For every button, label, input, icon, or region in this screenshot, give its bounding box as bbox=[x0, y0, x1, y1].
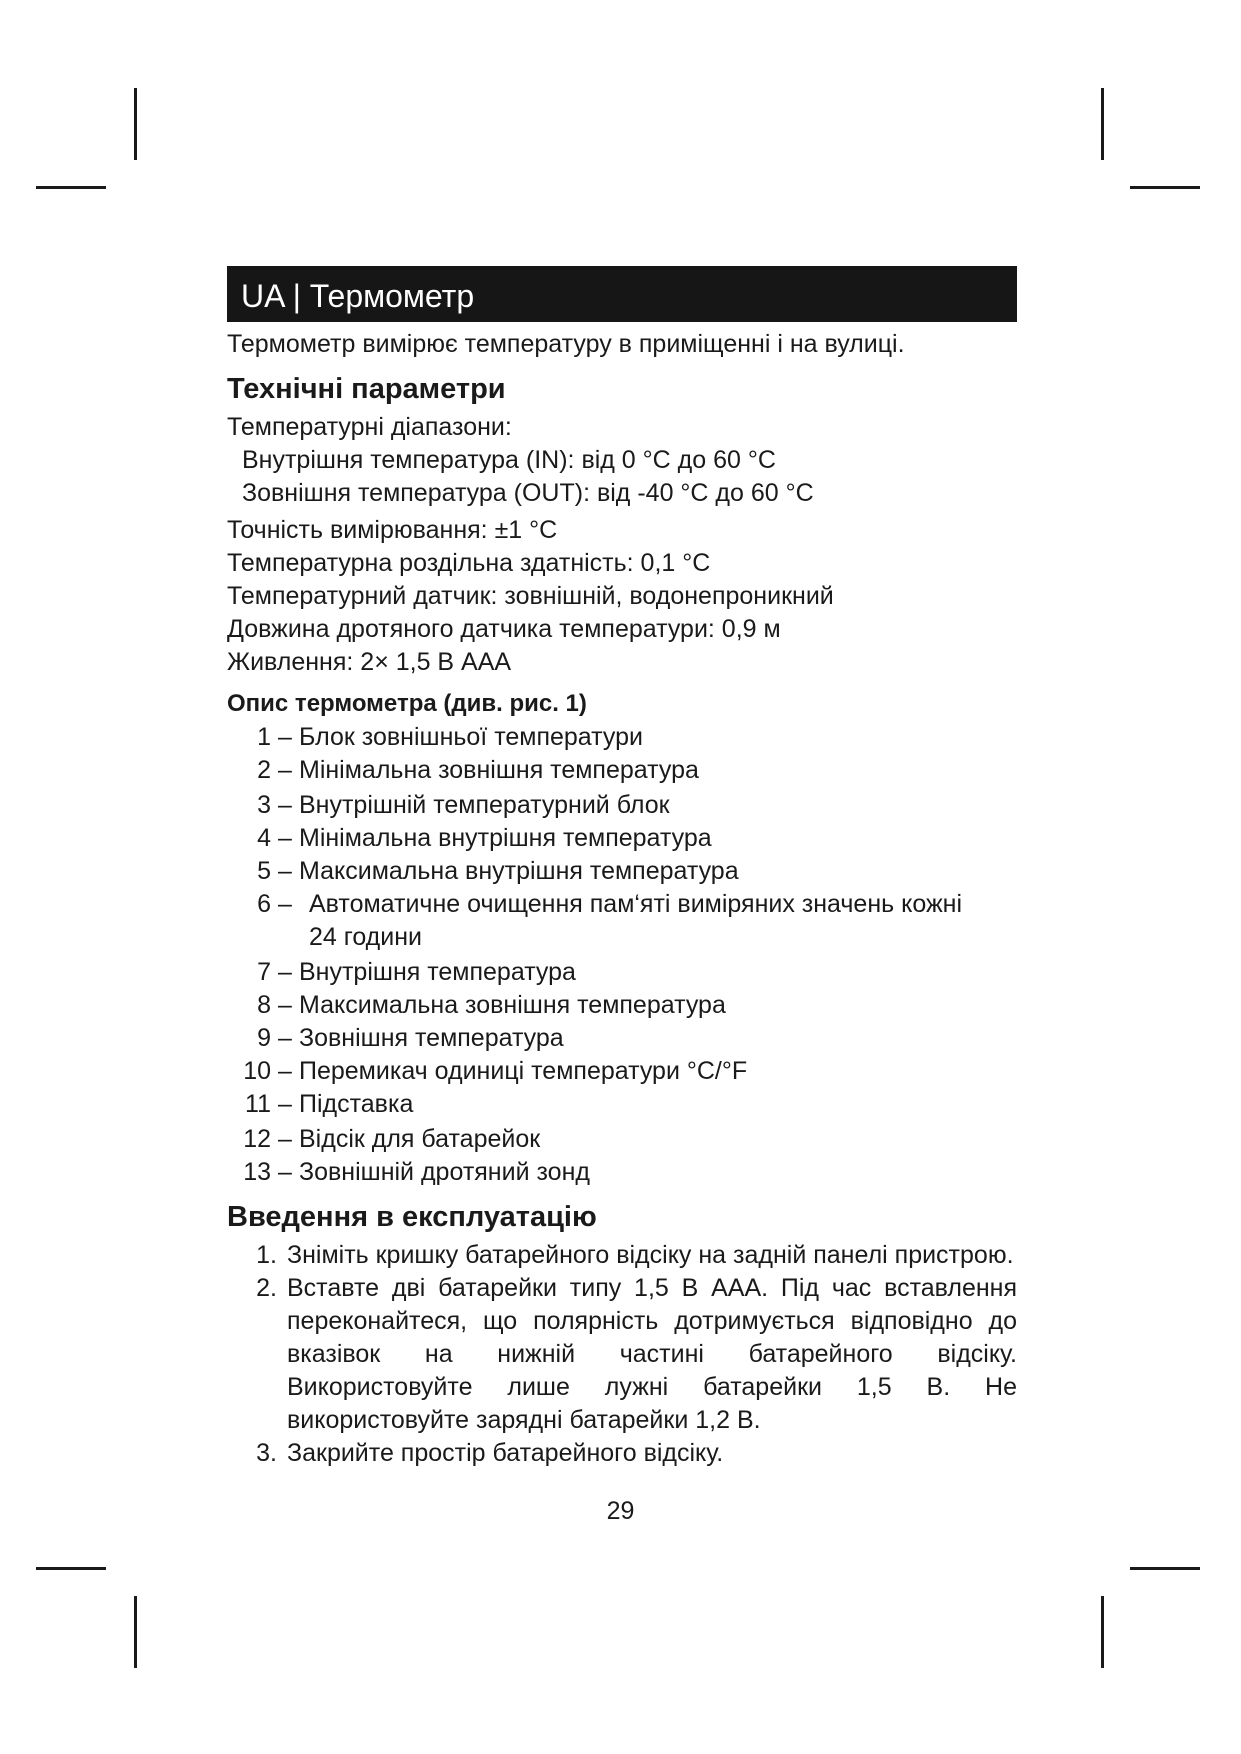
crop-mark-top-left-vertical bbox=[134, 88, 137, 160]
list-item: 12 – Відсік для батарейок bbox=[243, 1125, 541, 1153]
resolution: Температурна роздільна здатність: 0,1 °C bbox=[227, 549, 711, 577]
list-item: 10 – Перемикач одиниці температури °C/°F bbox=[243, 1057, 748, 1085]
description-list bbox=[227, 721, 1017, 1189]
power: Живлення: 2× 1,5 В AAA bbox=[227, 648, 512, 676]
crop-mark-top-left-horizontal bbox=[36, 186, 106, 189]
list-item: 8 – Максимальна зовнішня температура bbox=[257, 991, 726, 1019]
list-item: 3 – Внутрішній температурний блок bbox=[257, 791, 670, 819]
crop-mark-bottom-right-vertical bbox=[1101, 1596, 1104, 1668]
list-item: 13 – Зовнішній дротяний зонд bbox=[243, 1158, 590, 1186]
list-item: 2 – Мінімальна зовнішня температура bbox=[257, 756, 699, 784]
list-item: 9 – Зовнішня температура bbox=[257, 1024, 564, 1052]
crop-mark-top-right-horizontal bbox=[1130, 186, 1200, 189]
crop-mark-top-right-vertical bbox=[1101, 88, 1104, 160]
description-heading: Опис термометра (див. рис. 1) bbox=[227, 690, 587, 717]
setup-steps bbox=[227, 1239, 1017, 1470]
range-in: Внутрішня температура (IN): від 0 °C до 60 °C bbox=[242, 446, 776, 474]
list-item: 7 – Внутрішня температура bbox=[257, 958, 576, 986]
page-content bbox=[227, 266, 1017, 1470]
setup-heading: Введення в експлуатацію bbox=[227, 1201, 597, 1233]
crop-mark-bottom-right-horizontal bbox=[1130, 1567, 1200, 1570]
list-item: 6 – Автоматичне очищення пам‘яті виміряних значень кожні 24 години bbox=[257, 890, 963, 951]
intro-text: Термометр вимірює температуру в приміщенні і на вулиці. bbox=[227, 330, 905, 358]
range-out: Зовнішня температура (OUT): від -40 °C до 60 °C bbox=[242, 479, 814, 507]
list-item: 5 – Максимальна внутрішня температура bbox=[257, 857, 739, 885]
list-item: 11 – Підставка bbox=[245, 1090, 414, 1118]
list-item: 3. Закрийте простір батарейного відсіку. bbox=[256, 1439, 724, 1467]
technical-heading: Технічні параметри bbox=[227, 373, 506, 405]
crop-mark-bottom-left-vertical bbox=[134, 1596, 137, 1668]
list-item: 2. Вставте дві батарейки типу 1,5 В AAA. Під час вставлення переконайтеся, що полярність дотримується відповідно до вказівок на нижній частині батарейного відсіку. Використовуйте лише лужні батарейки 1,5 В. Не використовуйте зарядні батарейки 1,2 В. bbox=[256, 1274, 1017, 1434]
list-item: 1. Зніміть кришку батарейного відсіку на задній панелі пристрою. bbox=[256, 1241, 1014, 1269]
list-item: 1 – Блок зовнішньої температури bbox=[257, 723, 643, 751]
page-number: 29 bbox=[606, 1497, 635, 1525]
list-item: 4 – Мінімальна внутрішня температура bbox=[257, 824, 712, 852]
ranges-label: Температурні діапазони: bbox=[227, 413, 512, 441]
wire-length: Довжина дротяного датчика температури: 0,9 м bbox=[227, 615, 781, 643]
sensor: Температурний датчик: зовнішній, водонепроникний bbox=[227, 582, 834, 610]
crop-mark-bottom-left-horizontal bbox=[36, 1567, 106, 1570]
accuracy: Точність вимірювання: ±1 °C bbox=[227, 516, 558, 544]
page-title: UA | Термометр bbox=[227, 266, 1017, 322]
